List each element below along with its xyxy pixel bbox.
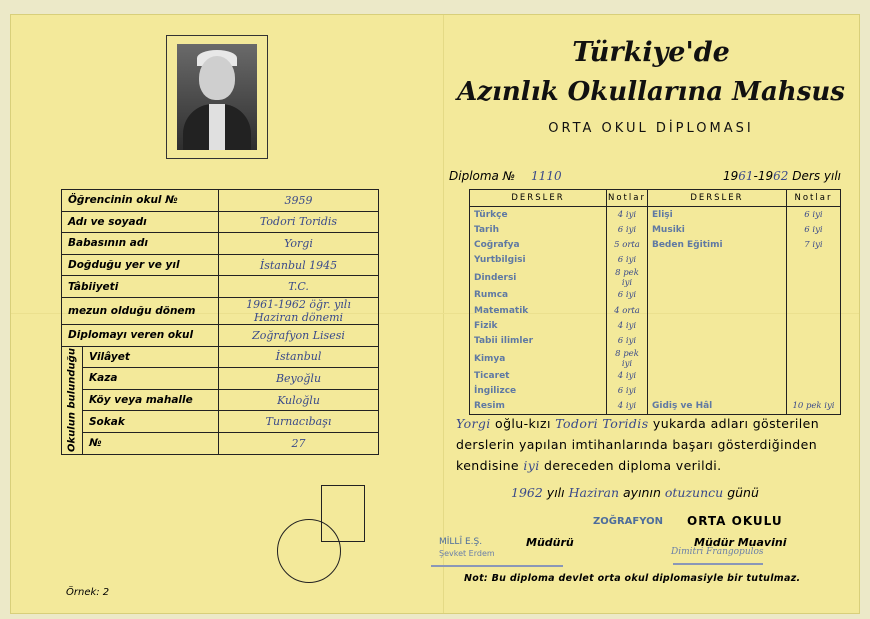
student-info-row bbox=[62, 276, 379, 298]
address-row bbox=[62, 368, 379, 390]
student-info-value: Zoğrafyon Lisesi bbox=[219, 324, 379, 346]
address-label: Kaza bbox=[83, 368, 219, 390]
student-info-table bbox=[61, 189, 379, 455]
subject-grade bbox=[786, 384, 840, 399]
subject-grade bbox=[786, 303, 840, 318]
grade-row bbox=[470, 237, 841, 252]
grade-row bbox=[470, 349, 841, 369]
subject-grade: 4 orta bbox=[607, 303, 648, 318]
issue-month: Haziran bbox=[568, 485, 620, 500]
issue-year: 1962 bbox=[511, 485, 543, 500]
subject-grade bbox=[786, 333, 840, 348]
subject-name bbox=[647, 369, 786, 384]
address-group-header bbox=[62, 346, 83, 454]
address-row bbox=[62, 389, 379, 411]
subject-grade: 5 orta bbox=[607, 237, 648, 252]
statement-text-1: oğlu-kızı bbox=[495, 416, 551, 431]
address-row bbox=[62, 432, 379, 454]
subject-grade: 6 iyi bbox=[607, 288, 648, 303]
subject-grade: 6 iyi bbox=[786, 207, 840, 223]
subject-grade: 8 pek iyi bbox=[607, 349, 648, 369]
subject-name bbox=[647, 318, 786, 333]
subject-grade bbox=[786, 288, 840, 303]
subject-grade: 6 iyi bbox=[607, 384, 648, 399]
address-label: № bbox=[83, 432, 219, 454]
subject-name: Beden Eğitimi bbox=[647, 237, 786, 252]
grade-row bbox=[470, 369, 841, 384]
milli-stamp: MİLLÎ E.Ş. bbox=[439, 537, 483, 547]
student-photo bbox=[177, 44, 257, 150]
student-info-row bbox=[62, 297, 379, 324]
grade-row bbox=[470, 288, 841, 303]
address-value: Beyoğlu bbox=[219, 368, 379, 390]
date-text-1: yılı bbox=[546, 485, 565, 500]
grades-header-ders-2: DERSLER bbox=[647, 190, 786, 207]
seal-circle-outline bbox=[277, 519, 341, 583]
photo-face-shape bbox=[199, 56, 235, 100]
subject-name: Kimya bbox=[470, 349, 607, 369]
student-info-value: Todori Toridis bbox=[219, 211, 379, 233]
subject-name: Coğrafya bbox=[470, 237, 607, 252]
address-row bbox=[62, 411, 379, 433]
subject-grade: 6 iyi bbox=[786, 222, 840, 237]
subject-name: Türkçe bbox=[470, 207, 607, 223]
year-value-1: 61 bbox=[738, 169, 754, 183]
degree-value: iyi bbox=[523, 458, 540, 473]
date-text-3: günü bbox=[727, 485, 759, 500]
diploma-number-line bbox=[449, 169, 841, 183]
subject-name bbox=[647, 303, 786, 318]
subject-name: İngilizce bbox=[470, 384, 607, 399]
student-info-row bbox=[62, 211, 379, 233]
subject-grade: 4 iyi bbox=[607, 369, 648, 384]
address-label: Vilâyet bbox=[83, 346, 219, 368]
student-info-value: 3959 bbox=[219, 190, 379, 212]
date-text-2: ayının bbox=[623, 485, 661, 500]
statement-text-2: yukarda adları gösterilen derslerin yapılan imtihanlarında başarı gösterdiğinden kendisine bbox=[456, 416, 820, 473]
subject-grade: 6 iyi bbox=[607, 222, 648, 237]
subject-name: Fizik bbox=[470, 318, 607, 333]
subject-grade: 6 iyi bbox=[607, 333, 648, 348]
address-row bbox=[62, 346, 379, 368]
subject-grade bbox=[786, 369, 840, 384]
mudur-label: Müdürü bbox=[526, 536, 574, 549]
statement-text-3: dereceden diploma verildi. bbox=[544, 458, 722, 473]
address-value: 27 bbox=[219, 432, 379, 454]
ders-yili-label: Ders yılı bbox=[792, 169, 841, 183]
subject-grade: 10 pek iyi bbox=[786, 399, 840, 415]
student-info-label: Diplomayı veren okul bbox=[62, 324, 219, 346]
grades-table bbox=[469, 189, 841, 415]
subject-name bbox=[647, 268, 786, 288]
student-info-row bbox=[62, 190, 379, 212]
grade-row bbox=[470, 253, 841, 268]
subject-grade: 8 pek iyi bbox=[607, 268, 648, 288]
subject-grade bbox=[786, 253, 840, 268]
student-info-row bbox=[62, 324, 379, 346]
footer-note: Not: Bu diploma devlet orta okul diplomasiyle bir tutulmaz. bbox=[464, 573, 801, 584]
subject-name: Tarih bbox=[470, 222, 607, 237]
subject-name bbox=[647, 333, 786, 348]
subject-name: Tabii ilimler bbox=[470, 333, 607, 348]
year-value-2: 62 bbox=[773, 169, 789, 183]
grades-header-not: Notlar bbox=[607, 190, 648, 207]
student-name: Todori Toridis bbox=[555, 416, 649, 431]
grade-row bbox=[470, 333, 841, 348]
title-line-3: ORTA OKUL DİPLOMASI bbox=[548, 121, 754, 136]
subject-name: Resim bbox=[470, 399, 607, 415]
diploma-sheet bbox=[10, 14, 860, 614]
subject-name: Elişi bbox=[647, 207, 786, 223]
address-value: İstanbul bbox=[219, 346, 379, 368]
school-name-stamp: ZOĞRAFYON bbox=[593, 516, 663, 527]
subject-grade: 6 iyi bbox=[607, 253, 648, 268]
subject-grade: 4 iyi bbox=[607, 207, 648, 223]
diploma-statement bbox=[456, 413, 848, 476]
grades-header-not-2: Notlar bbox=[786, 190, 840, 207]
student-info-label: Doğduğu yer ve yıl bbox=[62, 254, 219, 276]
subject-grade: 4 iyi bbox=[607, 318, 648, 333]
student-info-value: İstanbul 1945 bbox=[219, 254, 379, 276]
grade-row bbox=[470, 384, 841, 399]
subject-name: Gidiş ve Hâl bbox=[647, 399, 786, 415]
subject-name: Rumca bbox=[470, 288, 607, 303]
year-sep: -19 bbox=[753, 169, 774, 183]
student-info-label: Tâbiiyeti bbox=[62, 276, 219, 298]
student-info-value: Yorgi bbox=[219, 233, 379, 255]
diploma-no-label: Diploma № bbox=[449, 169, 516, 183]
subject-name: Dindersi bbox=[470, 268, 607, 288]
address-value: Turnacıbaşı bbox=[219, 411, 379, 433]
subject-grade bbox=[786, 268, 840, 288]
signatory-name-1: Şevket Erdem bbox=[439, 549, 495, 558]
student-info-row bbox=[62, 233, 379, 255]
student-info-value: 1961-1962 öğr. yılı Haziran dönemi bbox=[219, 297, 379, 324]
subject-grade bbox=[786, 318, 840, 333]
photo-frame bbox=[166, 35, 268, 159]
signatory-name-2: Dimitri Frangopulos bbox=[671, 547, 764, 557]
student-info-label: Babasının adı bbox=[62, 233, 219, 255]
address-label: Sokak bbox=[83, 411, 219, 433]
father-name: Yorgi bbox=[456, 416, 491, 431]
subject-grade: 7 iyi bbox=[786, 237, 840, 252]
subject-name: Ticaret bbox=[470, 369, 607, 384]
title-line-1: Türkiye'de bbox=[572, 37, 730, 68]
photo-shirt-shape bbox=[209, 104, 225, 150]
student-info-label: Öğrencinin okul № bbox=[62, 190, 219, 212]
student-info-label: Adı ve soyadı bbox=[62, 211, 219, 233]
grade-row bbox=[470, 207, 841, 223]
title-line-2: Azınlık Okullarına Mahsus bbox=[457, 77, 845, 107]
subject-name: Matematik bbox=[470, 303, 607, 318]
signature-2 bbox=[673, 563, 763, 565]
ornek-label: Örnek: 2 bbox=[66, 587, 110, 598]
student-info-row bbox=[62, 254, 379, 276]
subject-name bbox=[647, 349, 786, 369]
student-info-value: T.C. bbox=[219, 276, 379, 298]
mudur-muavini-label: Müdür Muavini bbox=[694, 536, 787, 549]
address-value: Kuloğlu bbox=[219, 389, 379, 411]
grade-row bbox=[470, 222, 841, 237]
subject-name: Yurtbilgisi bbox=[470, 253, 607, 268]
student-info-label: mezun olduğu dönem bbox=[62, 297, 219, 324]
address-label: Köy veya mahalle bbox=[83, 389, 219, 411]
subject-name bbox=[647, 384, 786, 399]
school-year bbox=[723, 169, 841, 183]
address-header-text: Okulun bulunduğu bbox=[66, 348, 78, 453]
signature-1 bbox=[431, 565, 563, 567]
grades-header-ders: DERSLER bbox=[470, 190, 607, 207]
grade-row bbox=[470, 318, 841, 333]
diploma-no-value: 1110 bbox=[531, 169, 562, 183]
year-prefix: 19 bbox=[722, 169, 739, 183]
grade-row bbox=[470, 268, 841, 288]
issue-day: otuzuncu bbox=[664, 485, 724, 500]
grade-row bbox=[470, 303, 841, 318]
issue-date-line bbox=[511, 485, 841, 500]
subject-name bbox=[647, 253, 786, 268]
subject-grade bbox=[786, 349, 840, 369]
subject-name: Musiki bbox=[647, 222, 786, 237]
subject-name bbox=[647, 288, 786, 303]
orta-okulu-label: ORTA OKULU bbox=[687, 514, 783, 528]
subject-grade: 4 iyi bbox=[607, 399, 648, 415]
